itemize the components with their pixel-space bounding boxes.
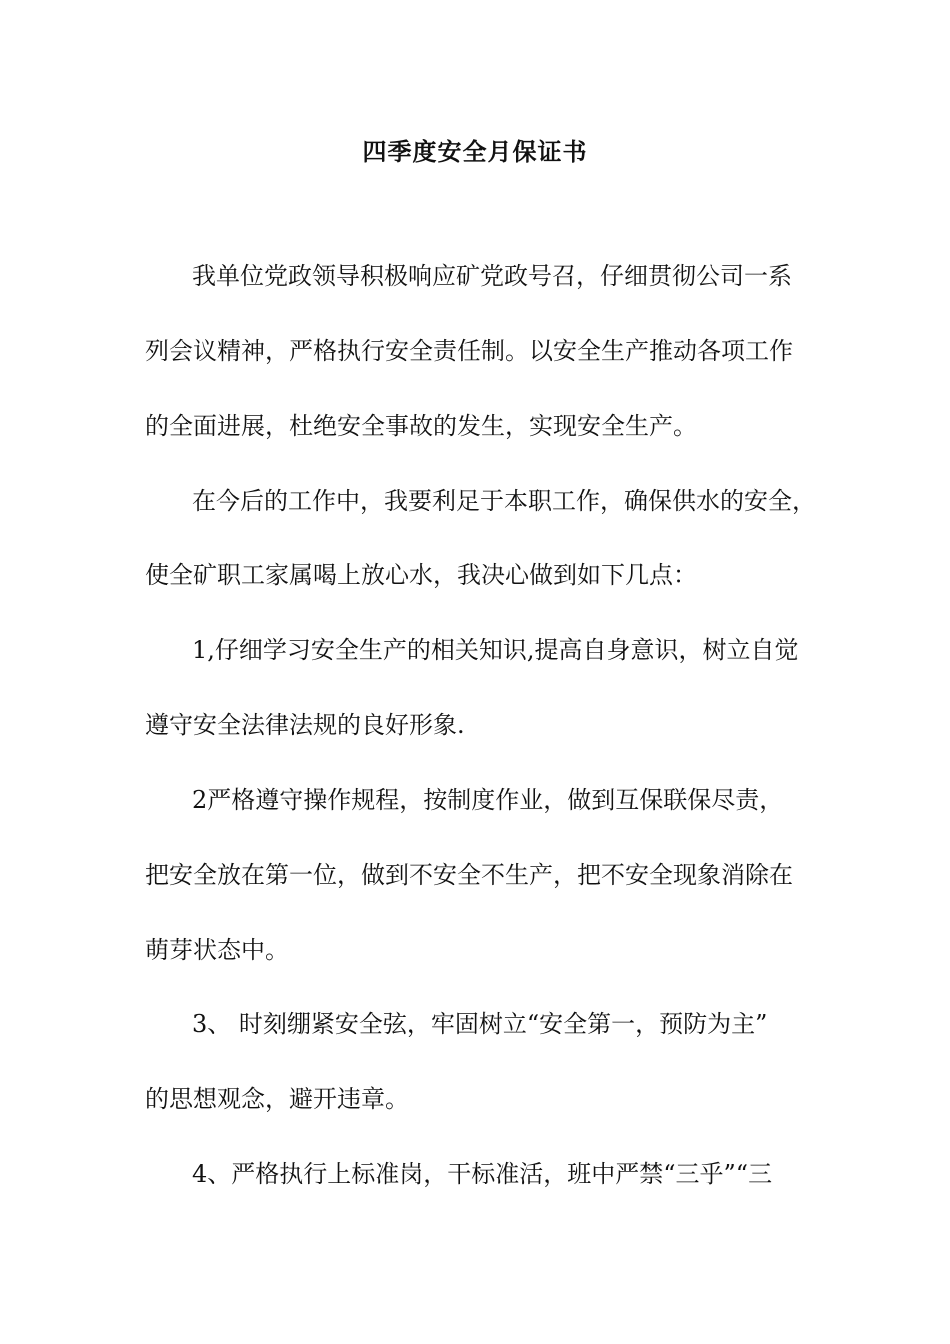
item-1-line-1: 1,仔细学习安全生产的相关知识,提高自身意识，树立自觉	[192, 636, 799, 664]
paragraph-2-line-1: 在今后的工作中，我要利足于本职工作，确保供水的安全，	[192, 487, 816, 515]
item-3-line-2: 的思想观念，避开违章。	[145, 1085, 409, 1113]
item-2-line-3: 萌芽状态中。	[145, 936, 289, 964]
document-title: 四季度安全月保证书	[362, 137, 588, 166]
item-2-line-1: 2严格遵守操作规程，按制度作业，做到互保联保尽责，	[192, 786, 784, 814]
paragraph-2-line-2: 使全矿职工家属喝上放心水，我决心做到如下几点：	[145, 561, 697, 589]
paragraph-1-line-3: 的全面进展，杜绝安全事故的发生，实现安全生产。	[145, 412, 697, 440]
item-2-line-2: 把安全放在第一位，做到不安全不生产，把不安全现象消除在	[145, 861, 793, 889]
paragraph-1-line-2: 列会议精神，严格执行安全责任制。以安全生产推动各项工作	[145, 337, 793, 365]
item-4-line-1: 4、严格执行上标准岗，干标准活，班中严禁“三乎”“三	[192, 1160, 773, 1188]
paragraph-1-line-1: 我单位党政领导积极响应矿党政号召，仔细贯彻公司一系	[192, 262, 792, 290]
item-3-line-1: 3、 时刻绷紧安全弦，牢固树立“安全第一，预防为主”	[192, 1010, 768, 1038]
item-1-line-2: 遵守安全法律法规的良好形象.	[145, 711, 465, 739]
